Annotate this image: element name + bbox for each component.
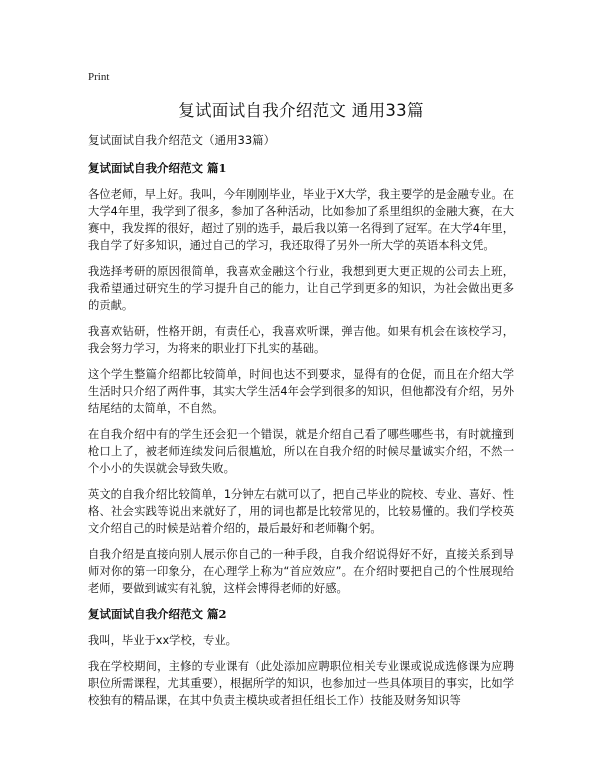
paragraph: 我叫，毕业于xx学校，专业。 (88, 634, 237, 647)
section-heading: 复试面试自我介绍范文 篇1 (88, 161, 227, 175)
paragraph: 这个学生整篇介绍都比较简单，时间也达不到要求，显得有的仓促，而且在介绍大学生活时只介绍了两件事，其实大学生活4年会学到很多的知识，但他都没有介绍，另外结尾结的太简单，不自然。 (88, 368, 514, 415)
paragraph: 我喜欢钻研，性格开朗，有责任心，我喜欢听课，弹吉他。如果有机会在该校学习，我会努力学习，为将来的职业打下扎实的基础。 (88, 325, 514, 355)
paragraph: 我选择考研的原因很简单，我喜欢金融这个行业，我想到更大更正规的公司去上班，我希望通过研究生的学习提升自己的能力，让自己学到更多的知识，为社会做出更多的贡献。 (88, 265, 514, 312)
paragraph: 在自我介绍中有的学生还会犯一个错误，就是介绍自己看了哪些哪些书，有时就撞到枪口上了，被老师连续发问后很尴尬，所以在自我介绍的时候尽量诚实介绍，不然一个小小的失误就会导致失败。 (88, 428, 514, 475)
paragraph: 英文的自我介绍比较简单，1分钟左右就可以了，把自己毕业的院校、专业、喜好、性格、社会实践等说出来就好了，用的词也都是比较常见的，比较易懂的。我们学校英文介绍自己的时候是站着介绍的，最后最好和老师鞠个躬。 (88, 488, 514, 535)
print-label: Print (88, 71, 110, 83)
section-1 (88, 160, 514, 597)
section-2 (88, 606, 514, 709)
section-heading: 复试面试自我介绍范文 篇2 (88, 607, 227, 621)
document-page (88, 70, 514, 718)
document-title: 复试面试自我介绍范文 通用33篇 (178, 101, 424, 120)
paragraph: 自我介绍是直接向别人展示你自己的一种手段，自我介绍说得好不好，直接关系到导师对你的第一印象分，在心理学上称为“首应效应”。在介绍时要把自己的个性展现给老师，要做到诚实有礼貌，这样会博得老师的好感。 (88, 548, 514, 595)
paragraph: 我在学校期间，主修的专业课有（此处添加应聘职位相关专业课或说成选修课为应聘职位所需课程，尤其重要），根据所学的知识，也参加过一些具体项目的事实，比如学校独有的精品课，在其中负责主模块或者担任组长工作）技能及财务知识等 (88, 660, 514, 707)
paragraph: 各位老师，早上好。我叫，今年刚刚毕业，毕业于X大学，我主要学的是金融专业。在大学4年里，我学到了很多，参加了各种活动，比如参加了系里组织的金融大赛，在大赛中，我发挥的很好，超过了别的选手，最后我以第一名得到了冠军。在大学4年里，我自学了好多知识，通过自己的学习，我还取得了另外一所大学的英语本科文凭。 (88, 188, 514, 252)
document-subtitle: 复试面试自我介绍范文（通用33篇） (88, 133, 276, 147)
